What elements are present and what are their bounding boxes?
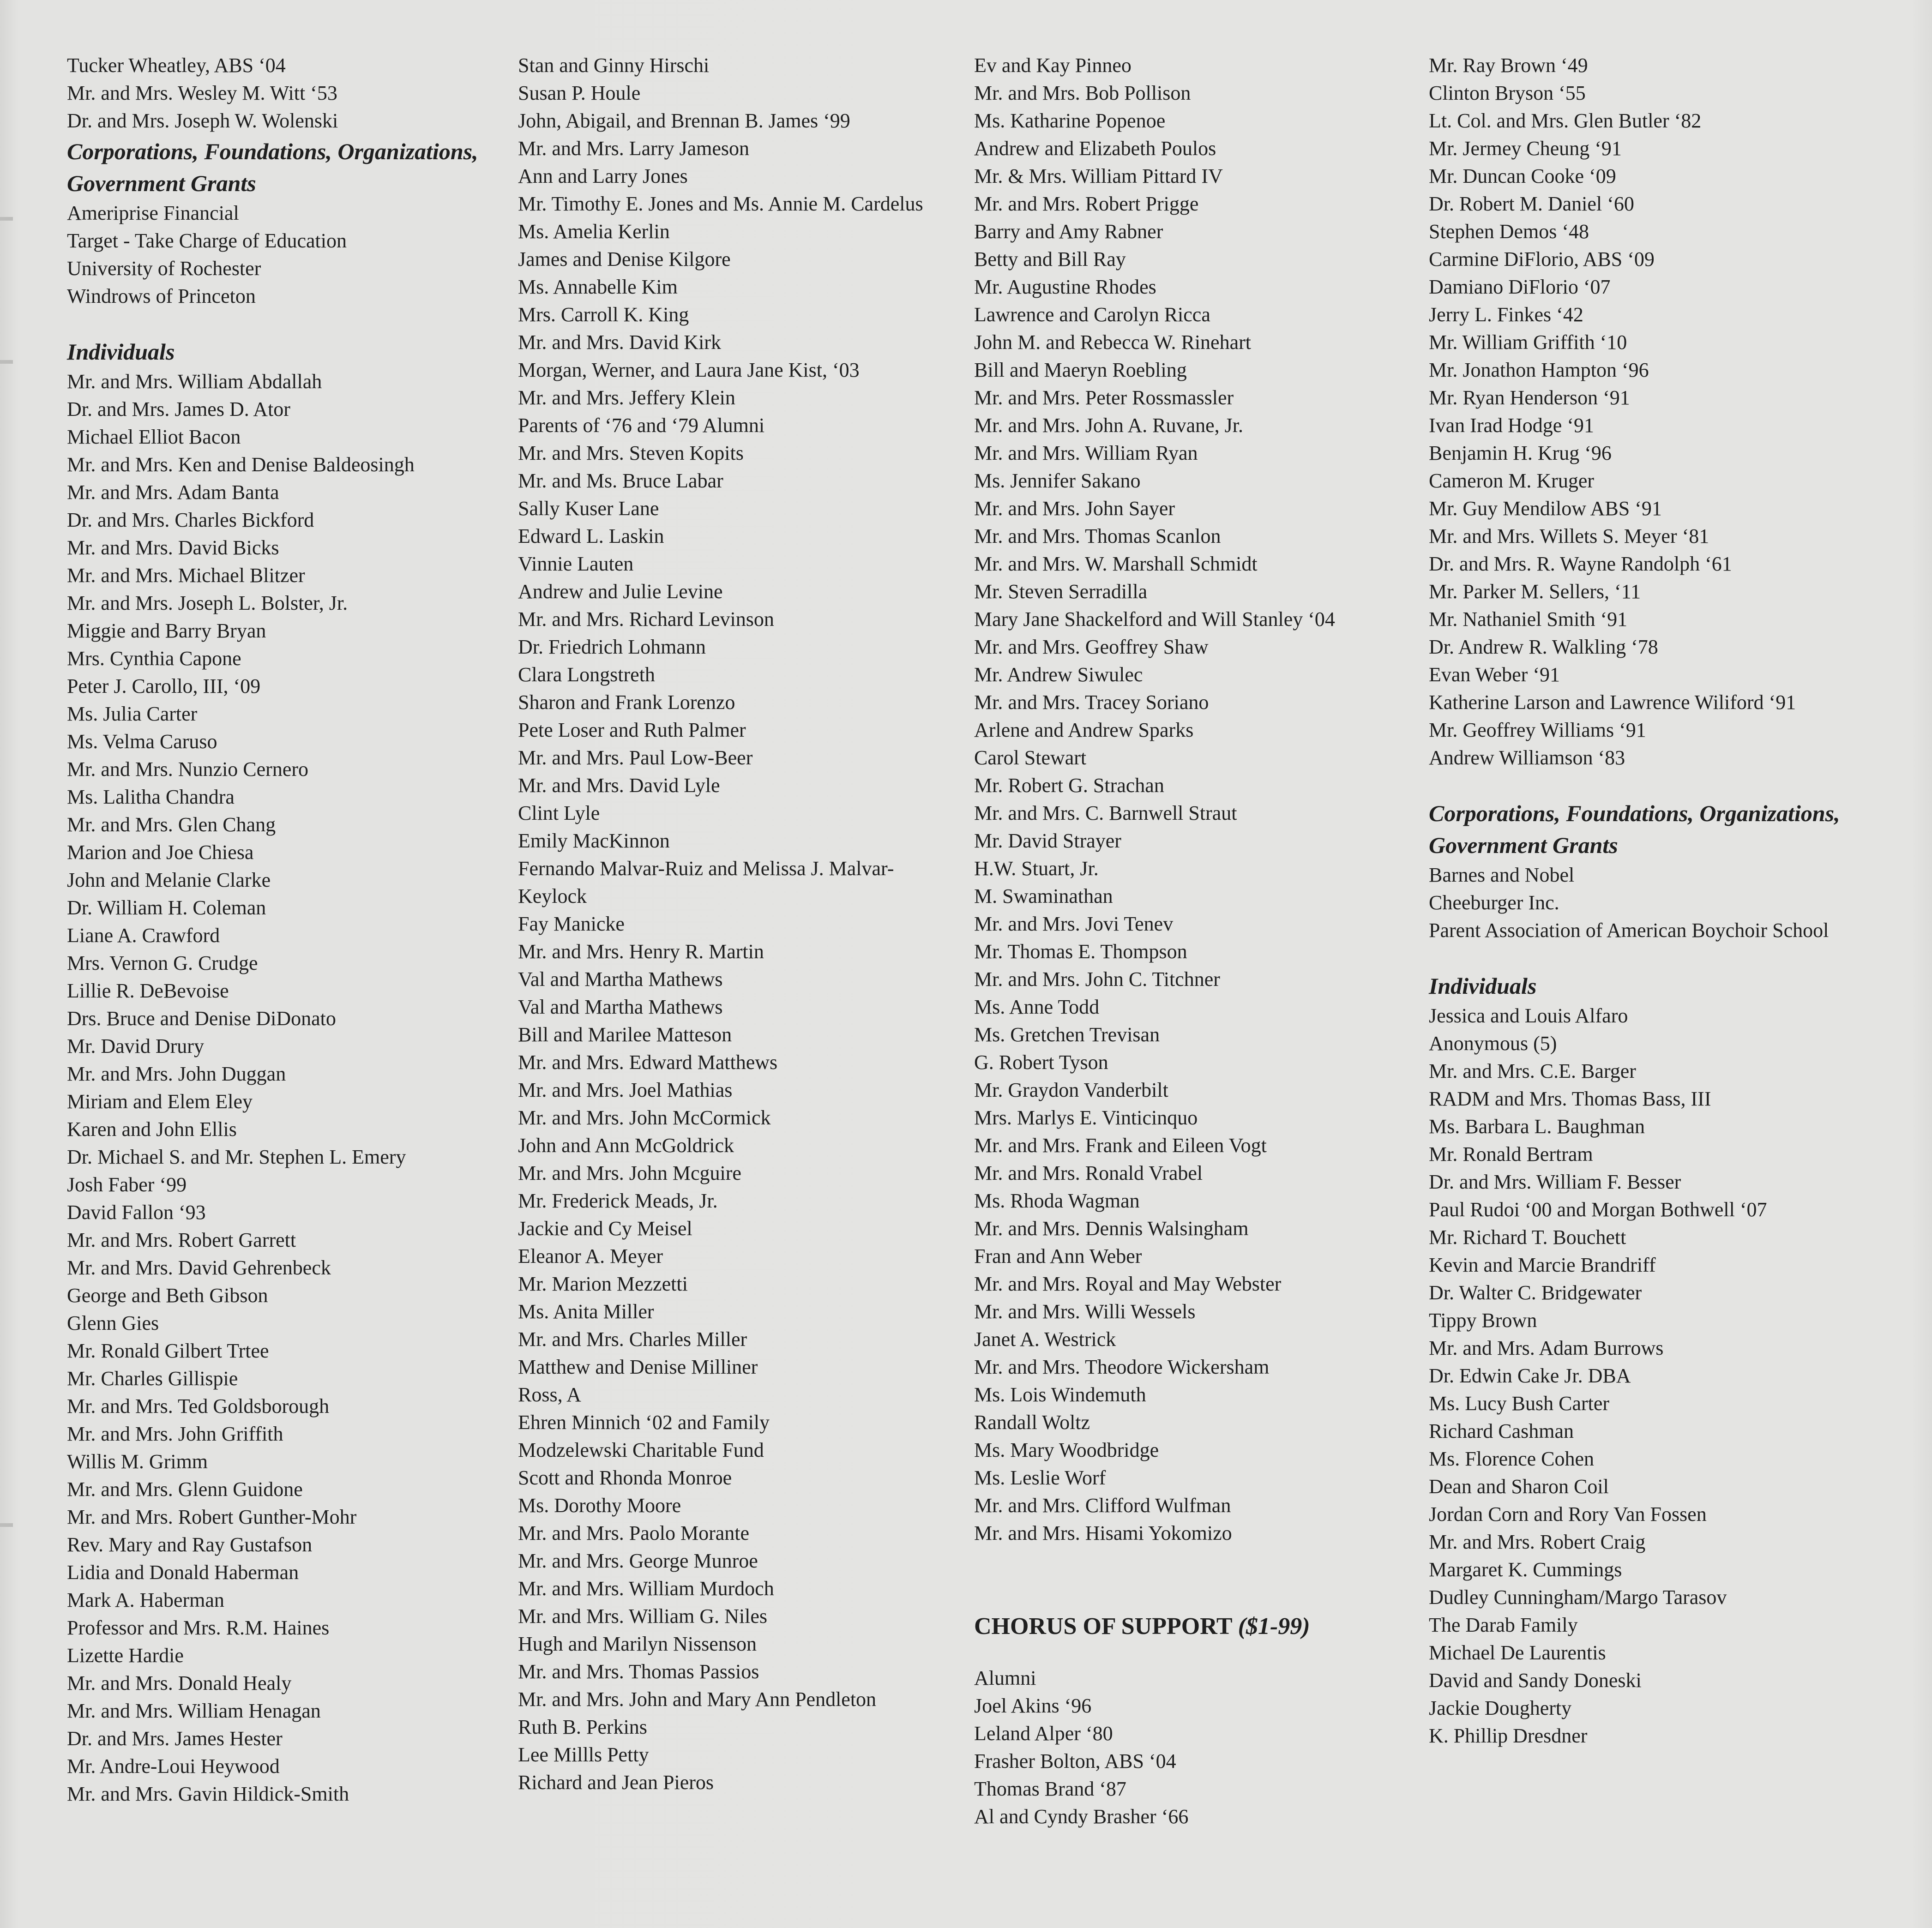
- donor-name: Mr. and Mrs. Robert Gunther-Mohr: [67, 1506, 357, 1528]
- individuals-list: [67, 368, 482, 1808]
- donor-name: University of Rochester: [67, 257, 261, 280]
- donor-name: Randall Woltz: [974, 1411, 1090, 1434]
- donor-name: Mr. and Mrs. Nunzio Cernero: [67, 758, 309, 781]
- donor-list: [974, 52, 1399, 1547]
- donor-name: Barry and Amy Rabner: [974, 220, 1163, 243]
- donor-name: Mr. and Mrs. Donald Healy: [67, 1672, 292, 1694]
- corporations-heading: Corporations, Foundations, Organizations, Government Grants: [67, 138, 478, 196]
- donor-name: Joel Akins ‘96: [974, 1694, 1092, 1717]
- donor-name: Hugh and Marilyn Nissenson: [518, 1633, 757, 1655]
- donor-name: John and Melanie Clarke: [67, 869, 271, 891]
- donor-name: Sally Kuser Lane: [518, 497, 659, 520]
- donor-name: David Fallon ‘93: [67, 1201, 206, 1224]
- donor-name: Mr. and Mrs. David Bicks: [67, 536, 279, 559]
- donor-name: Parent Association of American Boychoir School: [1429, 919, 1829, 942]
- donor-name: Mr. and Mrs. Steven Kopits: [518, 442, 744, 464]
- donor-name: Mr. and Mrs. William Murdoch: [518, 1577, 774, 1600]
- donor-name: Ms. Katharine Popenoe: [974, 109, 1166, 132]
- donor-name: Dr. Andrew R. Walkling ‘78: [1429, 636, 1658, 658]
- donor-name: Mr. Nathaniel Smith ‘91: [1429, 608, 1628, 631]
- donor-name: Mr. and Mrs. William G. Niles: [518, 1605, 768, 1628]
- binding-mark: [0, 1523, 13, 1527]
- donor-name: Mr. and Mrs. David Lyle: [518, 774, 720, 797]
- donor-name: Parents of ‘76 and ‘79 Alumni: [518, 414, 765, 437]
- donor-name: Clinton Bryson ‘55: [1429, 82, 1586, 104]
- donor-name: Lizette Hardie: [67, 1644, 184, 1667]
- donor-name: Mr. and Mrs. Glen Chang: [67, 813, 276, 836]
- donor-name: The Darab Family: [1429, 1614, 1578, 1636]
- chorus-list: [974, 1664, 1399, 1831]
- donor-name: Mr. and Mrs. Robert Garrett: [67, 1229, 296, 1251]
- donor-name: Ms. Lucy Bush Carter: [1429, 1392, 1610, 1415]
- donor-name: Mr. and Ms. Bruce Labar: [518, 469, 723, 492]
- donor-name: Mr. and Mrs. Clifford Wulfman: [974, 1494, 1231, 1517]
- donor-name: Mr. and Mrs. Hisami Yokomizo: [974, 1522, 1232, 1544]
- donor-name: Ms. Anne Todd: [974, 996, 1100, 1018]
- donor-name: Drs. Bruce and Denise DiDonato: [67, 1007, 336, 1030]
- donor-name: Mr. Thomas E. Thompson: [974, 940, 1187, 963]
- column-4: [1429, 52, 1867, 1750]
- donor-name: Mr. and Mrs. Bob Pollison: [974, 82, 1191, 104]
- donor-name: Mr. Robert G. Strachan: [974, 774, 1164, 797]
- donor-name: Mr. Augustine Rhodes: [974, 276, 1156, 298]
- donor-name: Leland Alper ‘80: [974, 1722, 1113, 1745]
- donor-name: Ms. Jennifer Sakano: [974, 469, 1141, 492]
- donor-name: RADM and Mrs. Thomas Bass, III: [1429, 1087, 1711, 1110]
- donor-name: Mr. and Mrs. Gavin Hildick-Smith: [67, 1783, 349, 1805]
- corporations-list: [67, 199, 482, 310]
- donor-name: Target - Take Charge of Education: [67, 229, 347, 252]
- donor-name: Jordan Corn and Rory Van Fossen: [1429, 1503, 1707, 1526]
- donor-name: Dr. and Mrs. James D. Ator: [67, 398, 290, 420]
- donor-name: Ms. Florence Cohen: [1429, 1448, 1595, 1470]
- donor-name: Edward L. Laskin: [518, 525, 664, 547]
- donor-name: Mr. and Mrs. Henry R. Martin: [518, 940, 764, 963]
- donor-name: M. Swaminathan: [974, 885, 1113, 907]
- donor-name: Ruth B. Perkins: [518, 1716, 647, 1738]
- donor-name: Mr. Marion Mezzetti: [518, 1273, 688, 1295]
- donor-name: Professor and Mrs. R.M. Haines: [67, 1616, 330, 1639]
- donor-name: Damiano DiFlorio ‘07: [1429, 276, 1611, 298]
- donor-name: John and Ann McGoldrick: [518, 1134, 734, 1157]
- donor-name: Ivan Irad Hodge ‘91: [1429, 414, 1594, 437]
- donor-name: Ms. Lois Windemuth: [974, 1383, 1146, 1406]
- donor-name: David and Sandy Doneski: [1429, 1669, 1642, 1692]
- donor-name: Mr. and Mrs. David Gehrenbeck: [67, 1256, 331, 1279]
- donor-name: Mr. and Mrs. W. Marshall Schmidt: [974, 553, 1258, 575]
- donor-name: K. Phillip Dresdner: [1429, 1724, 1588, 1747]
- donor-name: Michael De Laurentis: [1429, 1641, 1606, 1664]
- donor-name: Mr. and Mrs. Charles Miller: [518, 1328, 747, 1351]
- donor-name: Mrs. Cynthia Capone: [67, 647, 241, 670]
- donor-name: Mr. and Mrs. Paul Low-Beer: [518, 746, 753, 769]
- donor-name: Mr. and Mrs. Ted Goldsborough: [67, 1395, 330, 1417]
- donor-name: Mary Jane Shackelford and Will Stanley ‘04: [974, 608, 1335, 631]
- donor-name: Cameron M. Kruger: [1429, 469, 1595, 492]
- donor-name: Mrs. Vernon G. Crudge: [67, 952, 258, 974]
- donor-name: Al and Cyndy Brasher ‘66: [974, 1805, 1189, 1828]
- donor-name: Mr. Charles Gillispie: [67, 1367, 238, 1390]
- donor-name: Mr. and Mrs. Edward Matthews: [518, 1051, 778, 1074]
- donor-name: Fernando Malvar-Ruiz and Melissa J. Malvar-Keylock: [518, 857, 894, 907]
- donor-name: Mr. and Mrs. William Henagan: [67, 1700, 321, 1722]
- donor-name: Ms. Dorothy Moore: [518, 1494, 681, 1517]
- donor-name: Benjamin H. Krug ‘96: [1429, 442, 1612, 464]
- donor-name: Mark A. Haberman: [67, 1589, 224, 1611]
- donor-name: Mr. and Mrs. Theodore Wickersham: [974, 1356, 1270, 1378]
- donor-name: Dean and Sharon Coil: [1429, 1475, 1609, 1498]
- donor-name: Dr. Edwin Cake Jr. DBA: [1429, 1364, 1631, 1387]
- donor-name: Glenn Gies: [67, 1312, 159, 1334]
- donor-name: Ms. Gretchen Trevisan: [974, 1023, 1160, 1046]
- donor-name: Ann and Larry Jones: [518, 165, 688, 187]
- donor-name: Mr. and Mrs. John Griffith: [67, 1423, 283, 1445]
- donor-name: John M. and Rebecca W. Rinehart: [974, 331, 1251, 354]
- donor-name: Ms. Amelia Kerlin: [518, 220, 670, 243]
- binding-mark: [0, 360, 13, 364]
- donor-name: H.W. Stuart, Jr.: [974, 857, 1099, 880]
- donor-name: Jerry L. Finkes ‘42: [1429, 303, 1583, 326]
- donor-name: Dr. and Mrs. Charles Bickford: [67, 509, 314, 531]
- donor-name: Mr. and Mrs. John Mcguire: [518, 1162, 741, 1184]
- individuals-heading: Individuals: [1429, 973, 1537, 999]
- donor-name: Dr. Michael S. and Mr. Stephen L. Emery: [67, 1146, 406, 1168]
- donor-name: Thomas Brand ‘87: [974, 1778, 1126, 1800]
- donor-name: Mr. and Mrs. Robert Prigge: [974, 192, 1199, 215]
- donor-name: Ms. Velma Caruso: [67, 730, 217, 753]
- donor-name: Lawrence and Carolyn Ricca: [974, 303, 1210, 326]
- donor-name: Mr. Ronald Bertram: [1429, 1143, 1593, 1165]
- donor-name: Carol Stewart: [974, 746, 1087, 769]
- donor-name: Ross, A: [518, 1383, 581, 1406]
- donor-name: Dr. and Mrs. William F. Besser: [1429, 1171, 1681, 1193]
- donor-name: Mr. and Mrs. Ronald Vrabel: [974, 1162, 1203, 1184]
- donor-name: Mr. and Mrs. Geoffrey Shaw: [974, 636, 1209, 658]
- donor-name: Mr. and Mrs. Ken and Denise Baldeosingh: [67, 453, 415, 476]
- donor-name: Barnes and Nobel: [1429, 864, 1575, 886]
- donor-name: Liane A. Crawford: [67, 924, 220, 947]
- donor-name: Mr. Duncan Cooke ‘09: [1429, 165, 1616, 187]
- donor-name: Mr. Guy Mendilow ABS ‘91: [1429, 497, 1662, 520]
- donor-name: Margaret K. Cummings: [1429, 1558, 1622, 1581]
- donor-name: Dr. and Mrs. R. Wayne Randolph ‘61: [1429, 553, 1732, 575]
- donor-name: Mr. and Mrs. Jeffery Klein: [518, 386, 735, 409]
- donor-name: Jackie and Cy Meisel: [518, 1217, 692, 1240]
- donor-name: Dr. William H. Coleman: [67, 896, 266, 919]
- donor-name: G. Robert Tyson: [974, 1051, 1108, 1074]
- alumni-list: [1429, 52, 1867, 772]
- donor-name: Ms. Barbara L. Baughman: [1429, 1115, 1645, 1138]
- donor-name: Scott and Rhonda Monroe: [518, 1466, 732, 1489]
- donor-name: Mr. and Mrs. Adam Banta: [67, 481, 279, 504]
- donor-list: [518, 52, 943, 1796]
- donor-name: Mr. & Mrs. William Pittard IV: [974, 165, 1223, 187]
- donor-name: Eleanor A. Meyer: [518, 1245, 663, 1267]
- donor-name: Paul Rudoi ‘00 and Morgan Bothwell ‘07: [1429, 1198, 1767, 1221]
- donor-name: Jackie Dougherty: [1429, 1697, 1572, 1719]
- donor-name: Mr. Steven Serradilla: [974, 580, 1148, 603]
- donor-name: Richard Cashman: [1429, 1420, 1574, 1442]
- column-3: [974, 52, 1399, 1831]
- donor-name: Mr. and Mrs. Paolo Morante: [518, 1522, 750, 1544]
- donor-name: Rev. Mary and Ray Gustafson: [67, 1533, 313, 1556]
- donor-name: Val and Martha Mathews: [518, 996, 723, 1018]
- donor-name: Willis M. Grimm: [67, 1450, 208, 1473]
- donor-name: Lillie R. DeBevoise: [67, 979, 229, 1002]
- donor-name: Cheeburger Inc.: [1429, 891, 1559, 914]
- donor-name: Ms. Leslie Worf: [974, 1466, 1106, 1489]
- donor-name: Ms. Rhoda Wagman: [974, 1189, 1140, 1212]
- donor-name: Dr. and Mrs. Joseph W. Wolenski: [67, 109, 338, 132]
- donor-name: Ms. Mary Woodbridge: [974, 1439, 1159, 1461]
- donor-name: Morgan, Werner, and Laura Jane Kist, ‘03: [518, 359, 860, 381]
- donor-name: Dr. Walter C. Bridgewater: [1429, 1281, 1642, 1304]
- donor-name: Jessica and Louis Alfaro: [1429, 1004, 1628, 1027]
- donor-name: Mr. Geoffrey Williams ‘91: [1429, 719, 1646, 741]
- donor-name: Mr. and Mrs. Michael Blitzer: [67, 564, 305, 587]
- donor-name: Mr. Ryan Henderson ‘91: [1429, 386, 1630, 409]
- donor-name: Mr. and Mrs. William Abdallah: [67, 370, 322, 393]
- donor-name: Modzelewski Charitable Fund: [518, 1439, 764, 1461]
- binding-mark: [0, 217, 13, 221]
- corporations-heading: Corporations, Foundations, Organizations, Government Grants: [1429, 800, 1840, 858]
- donor-name: Clint Lyle: [518, 802, 600, 824]
- donor-name: Mr. and Mrs. Joseph L. Bolster, Jr.: [67, 592, 348, 614]
- donor-name: Mr. William Griffith ‘10: [1429, 331, 1627, 354]
- donor-name: Mr. and Mrs. C.E. Barger: [1429, 1060, 1636, 1082]
- donor-name: Mr. and Mrs. John and Mary Ann Pendleton: [518, 1688, 877, 1711]
- donor-name: Richard and Jean Pieros: [518, 1771, 714, 1794]
- donor-name: Ameriprise Financial: [67, 202, 239, 224]
- donor-name: Mrs. Carroll K. King: [518, 303, 689, 326]
- column-1: [67, 52, 482, 1808]
- donor-name: Mr. and Mrs. Richard Levinson: [518, 608, 774, 631]
- donor-name: Mr. Andrew Siwulec: [974, 663, 1143, 686]
- donor-name: Emily MacKinnon: [518, 829, 670, 852]
- donor-name: Fran and Ann Weber: [974, 1245, 1142, 1267]
- donor-name: Mr. and Mrs. Wesley M. Witt ‘53: [67, 82, 337, 104]
- donor-name: Michael Elliot Bacon: [67, 426, 241, 448]
- lead-list: [67, 52, 482, 135]
- donor-name: Mrs. Marlys E. Vinticinquo: [974, 1106, 1198, 1129]
- donor-name: John, Abigail, and Brennan B. James ‘99: [518, 109, 850, 132]
- donor-name: Mr. and Mrs. John C. Titchner: [974, 968, 1220, 991]
- donor-name: Miriam and Elem Eley: [67, 1090, 253, 1113]
- donor-name: Kevin and Marcie Brandriff: [1429, 1254, 1656, 1276]
- donor-name: Frasher Bolton, ABS ‘04: [974, 1750, 1176, 1772]
- donor-name: Mr. and Mrs. Frank and Eileen Vogt: [974, 1134, 1267, 1157]
- corporations-list: [1429, 861, 1867, 944]
- donor-name: Evan Weber ‘91: [1429, 663, 1560, 686]
- donor-name: Stephen Demos ‘48: [1429, 220, 1589, 243]
- chorus-of-support-heading: [974, 1612, 1399, 1641]
- donor-name: Mr. and Mrs. John Duggan: [67, 1063, 286, 1085]
- donor-name: Stan and Ginny Hirschi: [518, 54, 710, 77]
- donor-name: Alumni: [974, 1667, 1036, 1689]
- donor-name: Mr. David Drury: [67, 1035, 204, 1057]
- donor-name: Dr. Friedrich Lohmann: [518, 636, 706, 658]
- donor-name: Mr. and Mrs. John McCormick: [518, 1106, 771, 1129]
- donor-name: Lt. Col. and Mrs. Glen Butler ‘82: [1429, 109, 1702, 132]
- individuals-heading: Individuals: [67, 339, 175, 365]
- donor-name: Andrew Williamson ‘83: [1429, 746, 1625, 769]
- donor-name: Mr. Jonathon Hampton ‘96: [1429, 359, 1649, 381]
- donor-name: Ms. Annabelle Kim: [518, 276, 678, 298]
- donor-name: Lidia and Donald Haberman: [67, 1561, 299, 1584]
- donor-name: Marion and Joe Chiesa: [67, 841, 254, 864]
- donor-name: Mr. and Mrs. Willets S. Meyer ‘81: [1429, 525, 1709, 547]
- donor-name: Vinnie Lauten: [518, 553, 634, 575]
- donor-name: Sharon and Frank Lorenzo: [518, 691, 735, 714]
- donor-name: Susan P. Houle: [518, 82, 641, 104]
- column-2: [518, 52, 943, 1796]
- donor-name: Carmine DiFlorio, ABS ‘09: [1429, 248, 1655, 270]
- donor-name: Karen and John Ellis: [67, 1118, 237, 1141]
- donor-name: Mr. and Mrs. William Ryan: [974, 442, 1198, 464]
- donor-name: Mr. Richard T. Bouchett: [1429, 1226, 1626, 1249]
- donor-name: Lee Millls Petty: [518, 1743, 649, 1766]
- donor-name: Ev and Kay Pinneo: [974, 54, 1132, 77]
- donor-name: Windrows of Princeton: [67, 285, 256, 307]
- donor-name: Ms. Lalitha Chandra: [67, 786, 235, 808]
- donor-name: Mr. Ronald Gilbert Trtee: [67, 1339, 269, 1362]
- donor-name: Dr. Robert M. Daniel ‘60: [1429, 192, 1634, 215]
- donor-name: Mr. and Mrs. David Kirk: [518, 331, 721, 354]
- donor-name: Mr. and Mrs. Peter Rossmassler: [974, 386, 1234, 409]
- donor-name: Mr. and Mrs. Joel Mathias: [518, 1079, 733, 1101]
- donor-name: Tippy Brown: [1429, 1309, 1537, 1332]
- donor-name: Mr. Andre-Loui Heywood: [67, 1755, 280, 1778]
- individuals-list: [1429, 1002, 1867, 1750]
- donor-name: Bill and Marilee Matteson: [518, 1023, 732, 1046]
- donor-name: Mr. and Mrs. Jovi Tenev: [974, 913, 1174, 935]
- donor-name: Ms. Julia Carter: [67, 703, 198, 725]
- donor-name: Mr. and Mrs. Royal and May Webster: [974, 1273, 1282, 1295]
- donor-name: Mr. and Mrs. John A. Ruvane, Jr.: [974, 414, 1243, 437]
- donor-name: James and Denise Kilgore: [518, 248, 731, 270]
- donor-name: Mr. and Mrs. Larry Jameson: [518, 137, 750, 160]
- donor-name: Mr. and Mrs. Thomas Scanlon: [974, 525, 1221, 547]
- donor-name: Ehren Minnich ‘02 and Family: [518, 1411, 770, 1434]
- donor-name: Miggie and Barry Bryan: [67, 619, 266, 642]
- donor-name: Mr. Timothy E. Jones and Ms. Annie M. Cardelus: [518, 192, 923, 215]
- chorus-range: ($1-99): [1238, 1613, 1310, 1640]
- donor-name: Josh Faber ‘99: [67, 1173, 187, 1196]
- donor-name: Anonymous (5): [1429, 1032, 1557, 1055]
- donor-name: Clara Longstreth: [518, 663, 655, 686]
- donor-name: Fay Manicke: [518, 913, 625, 935]
- donor-name: Mr. Jermey Cheung ‘91: [1429, 137, 1622, 160]
- donor-name: Katherine Larson and Lawrence Wiliford ‘91: [1429, 691, 1796, 714]
- donor-name: Andrew and Elizabeth Poulos: [974, 137, 1216, 160]
- donor-name: Mr. and Mrs. Thomas Passios: [518, 1660, 759, 1683]
- donor-name: Peter J. Carollo, III, ‘09: [67, 675, 261, 697]
- donor-name: Andrew and Julie Levine: [518, 580, 723, 603]
- donor-name: Pete Loser and Ruth Palmer: [518, 719, 746, 741]
- donor-name: Matthew and Denise Milliner: [518, 1356, 758, 1378]
- donor-name: Janet A. Westrick: [974, 1328, 1116, 1351]
- donor-name: Val and Martha Mathews: [518, 968, 723, 991]
- donor-name: Mr. Graydon Vanderbilt: [974, 1079, 1168, 1101]
- donor-name: Mr. and Mrs. Robert Craig: [1429, 1531, 1646, 1553]
- donor-name: Mr. and Mrs. Dennis Walsingham: [974, 1217, 1249, 1240]
- donor-name: Mr. Parker M. Sellers, ‘11: [1429, 580, 1641, 603]
- donor-name: Ms. Anita Miller: [518, 1300, 654, 1323]
- donor-name: Mr. and Mrs. Willi Wessels: [974, 1300, 1196, 1323]
- chorus-title: CHORUS OF SUPPORT: [974, 1613, 1232, 1640]
- donor-name: Mr. Ray Brown ‘49: [1429, 54, 1588, 77]
- donor-name: Mr. Frederick Meads, Jr.: [518, 1189, 718, 1212]
- donor-name: Tucker Wheatley, ABS ‘04: [67, 54, 286, 77]
- donor-name: Mr. and Mrs. Glenn Guidone: [67, 1478, 303, 1501]
- donor-name: Mr. and Mrs. Adam Burrows: [1429, 1337, 1664, 1359]
- donor-name: Mr. David Strayer: [974, 829, 1121, 852]
- donor-name: Dudley Cunningham/Margo Tarasov: [1429, 1586, 1727, 1609]
- donor-name: Mr. and Mrs. George Munroe: [518, 1550, 758, 1572]
- donor-name: Betty and Bill Ray: [974, 248, 1126, 270]
- donor-name: Mr. and Mrs. C. Barnwell Straut: [974, 802, 1237, 824]
- donor-name: Arlene and Andrew Sparks: [974, 719, 1194, 741]
- donor-name: Mr. and Mrs. John Sayer: [974, 497, 1175, 520]
- donor-name: George and Beth Gibson: [67, 1284, 268, 1307]
- donor-name: Dr. and Mrs. James Hester: [67, 1727, 283, 1750]
- donor-name: Bill and Maeryn Roebling: [974, 359, 1187, 381]
- donor-name: Mr. and Mrs. Tracey Soriano: [974, 691, 1209, 714]
